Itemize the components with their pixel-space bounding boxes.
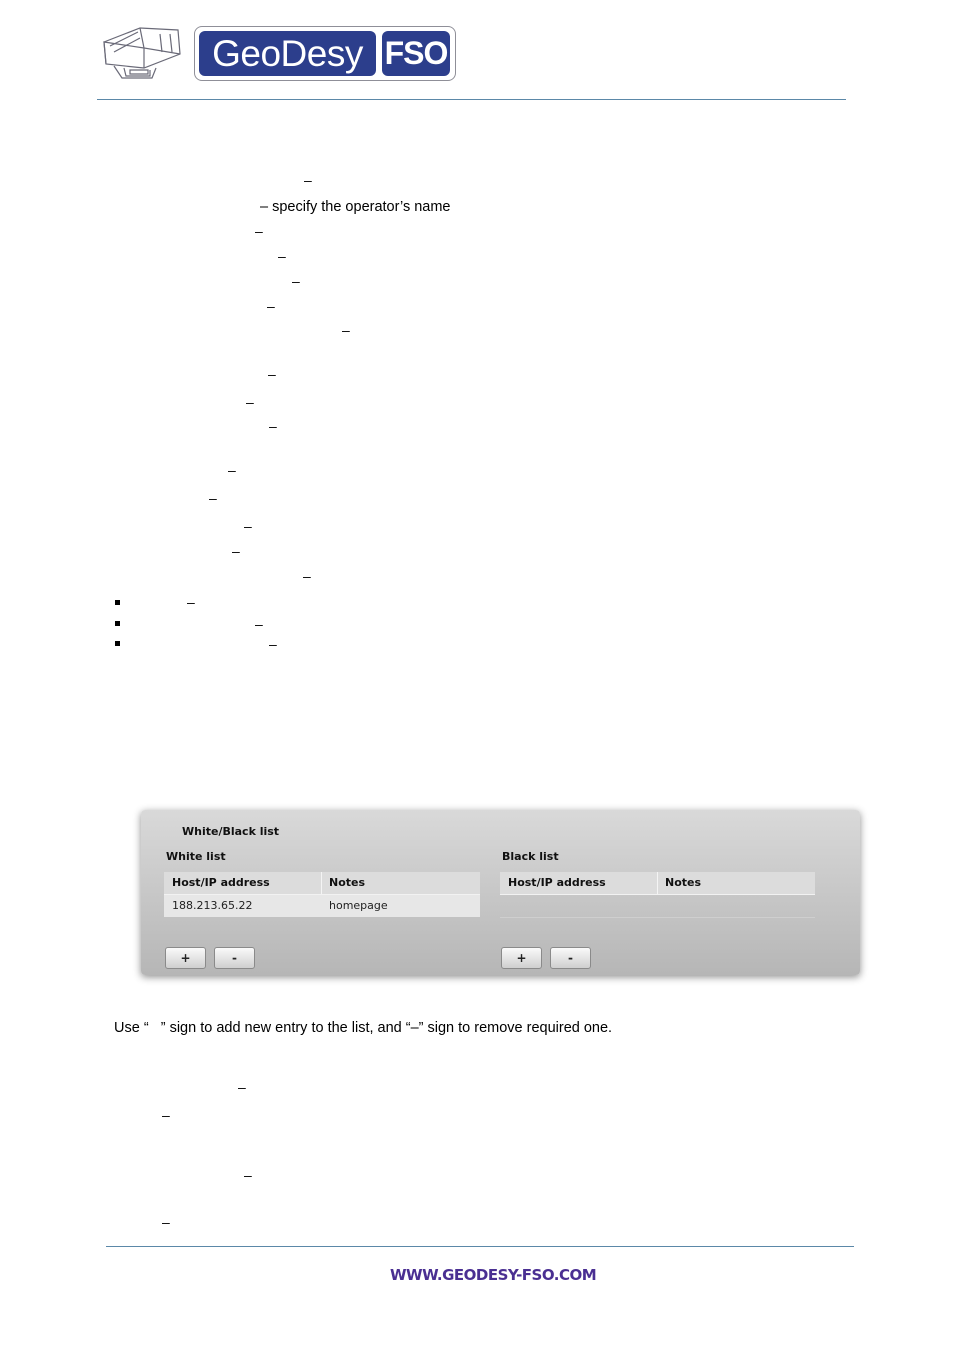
list-dash: – <box>292 273 300 289</box>
camera-logo-icon <box>100 24 184 82</box>
list-dash: – <box>187 594 195 610</box>
list-dash: – <box>304 172 312 188</box>
bullet-marker <box>115 600 120 605</box>
white-list-host-cell: 188.213.65.22 <box>172 899 253 912</box>
list-dash: – <box>162 1107 170 1123</box>
header-divider <box>97 99 846 100</box>
list-dash: – <box>342 322 350 338</box>
instruction-text: Use “ ” sign to add new entry to the list, and “–” sign to remove required one. <box>114 1020 613 1036</box>
black-list-label: Black list <box>502 850 559 863</box>
list-dash: – <box>269 418 277 434</box>
column-separator <box>657 872 658 894</box>
footer-divider <box>106 1246 854 1247</box>
white-list-col-notes: Notes <box>329 876 366 889</box>
list-dash: – <box>267 298 275 314</box>
black-list-col-notes: Notes <box>665 876 702 889</box>
column-separator <box>321 872 322 894</box>
black-list-add-button[interactable]: + <box>501 947 542 969</box>
list-dash: – <box>232 543 240 559</box>
list-dash: – <box>244 1167 252 1183</box>
black-list-col-host: Host/IP address <box>508 876 606 889</box>
list-dash: – <box>238 1079 246 1095</box>
list-dash: – <box>268 366 276 382</box>
logo-geodesy: GeoDesy <box>199 31 376 76</box>
list-dash: – <box>228 462 236 478</box>
list-dash: – <box>278 248 286 264</box>
list-dash: – <box>255 616 263 632</box>
list-dash: – <box>269 636 277 652</box>
white-list-remove-button[interactable]: - <box>214 947 255 969</box>
bullet-marker <box>115 621 120 626</box>
list-dash: – <box>255 223 263 239</box>
operator-name-line: – specify the operator’s name <box>260 199 451 215</box>
white-list-label: White list <box>166 850 226 863</box>
white-list-col-host: Host/IP address <box>172 876 270 889</box>
black-list-remove-button[interactable]: - <box>550 947 591 969</box>
white-list-add-button[interactable]: + <box>165 947 206 969</box>
list-dash: – <box>244 518 252 534</box>
bullet-marker <box>115 641 120 646</box>
list-dash: – <box>162 1214 170 1230</box>
list-dash: – <box>246 394 254 410</box>
black-list-empty-row <box>500 917 815 918</box>
panel-title: White/Black list <box>182 825 280 838</box>
footer-website-link[interactable]: WWW.GEODESY-FSO.COM <box>390 1266 597 1284</box>
list-dash: – <box>209 490 217 506</box>
list-dash: – <box>303 568 311 584</box>
logo-fso: FSO <box>382 31 450 76</box>
white-list-notes-cell: homepage <box>329 899 388 912</box>
